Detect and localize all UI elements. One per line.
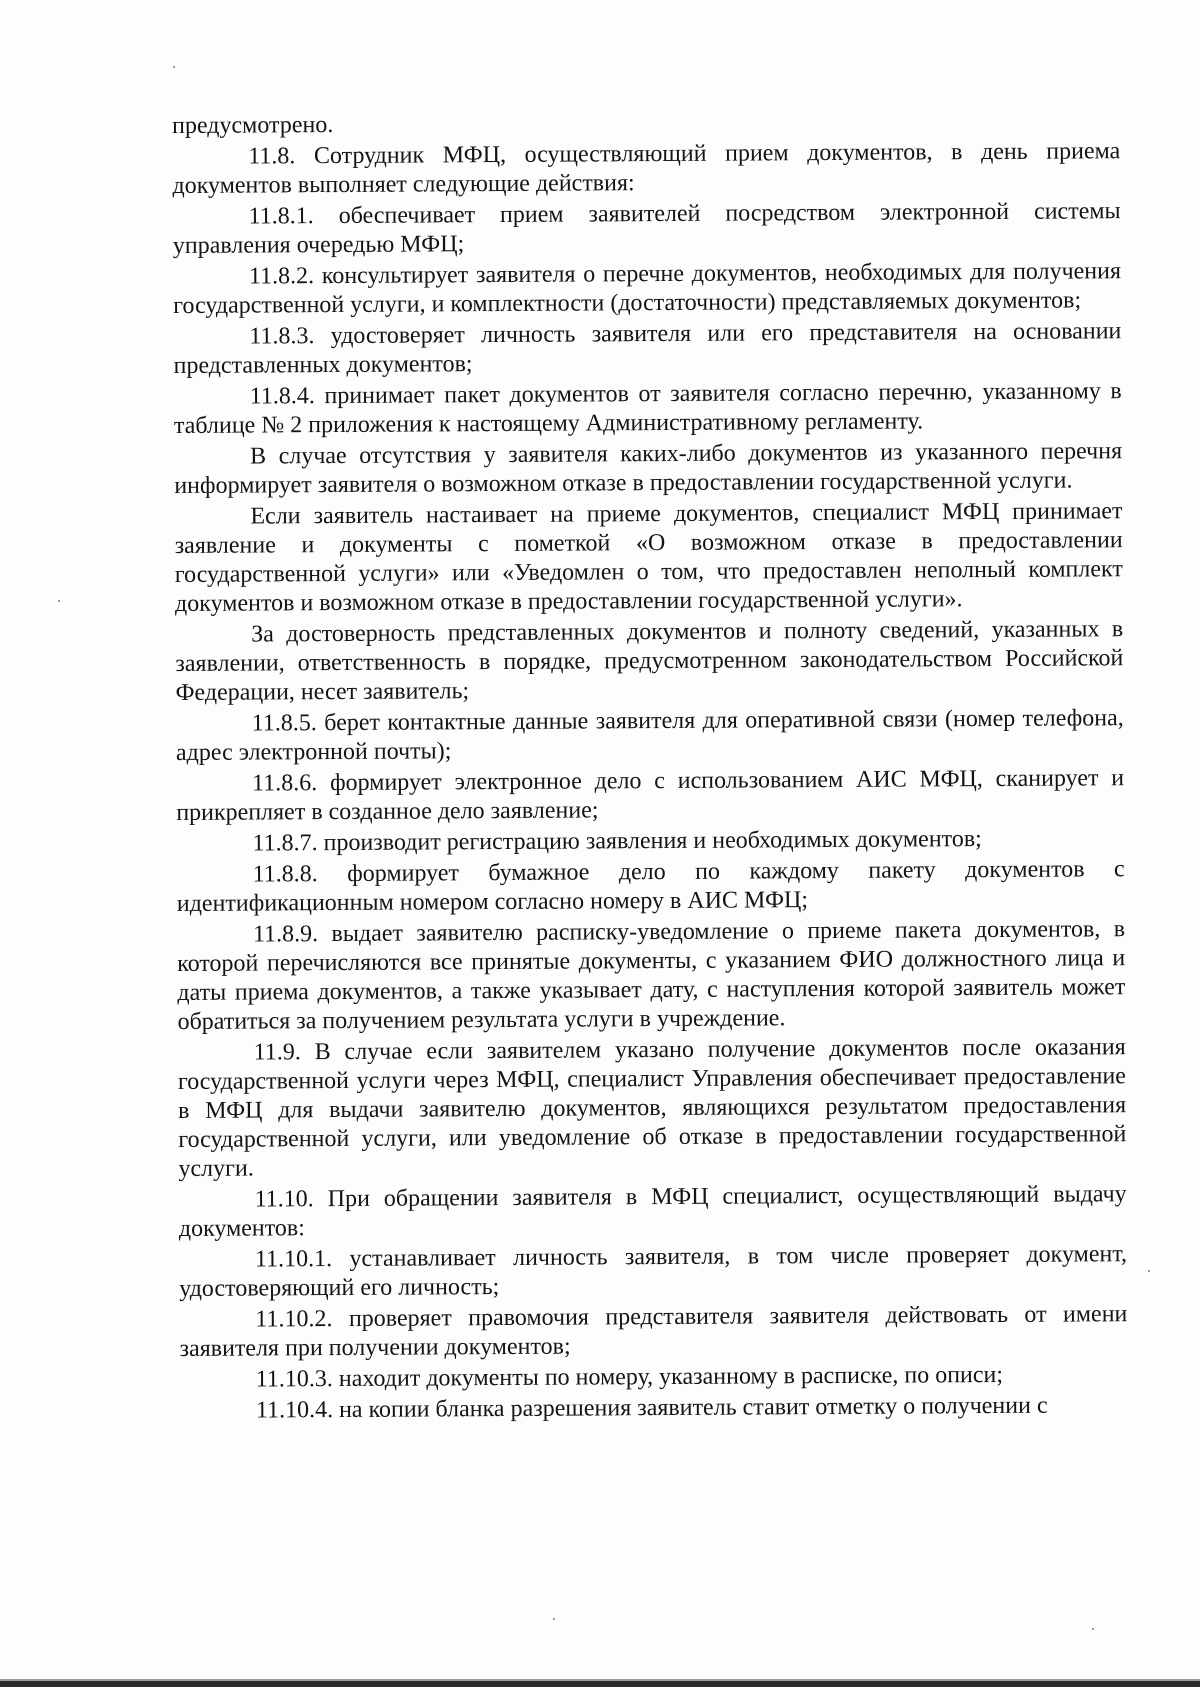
scan-speck (173, 66, 175, 68)
paragraph: предусмотрено. (172, 112, 334, 139)
scan-speck (1092, 1628, 1094, 1630)
paragraph: 11.8.5. берет контактные данные заявителя для оперативной связи (номер телефона, адрес электронной почты); (175, 705, 1124, 766)
paragraph: 11.10.2. проверяет правомочия представителя заявителя действовать от имени заявителя при получении документов; (179, 1301, 1128, 1362)
paragraph: 11.10. При обращении заявителя в МФЦ специалист, осуществляющий выдачу документов: (178, 1181, 1127, 1242)
scan-speck (1148, 1270, 1150, 1272)
paragraph: 11.10.4. на копии бланка разрешения заявитель ставит отметку о получении с (255, 1392, 1048, 1424)
paragraph: 11.8.9. выдает заявителю расписку-уведомление о приеме пакета документов, в которой перечисляются все принятые документы, с указанием ФИО должностного лица и даты приема документов, а также указывает дату, с наступления которой заявитель может обратиться за получением результата услуги в учреждение. (177, 916, 1126, 1035)
paragraph: 11.8.6. формирует электронное дело с использованием АИС МФЦ, сканирует и прикрепляет в созданное дело заявление; (176, 765, 1125, 826)
paragraph: Если заявитель настаивает на приеме документов, специалист МФЦ принимает заявление и документы с пометкой «О возможном отказе в предоставлении государственной услуги» или «Уведомлен о том, что предоставлен неполный комплект документов и возможном отказе в предоставлении государственной услуги». (174, 498, 1123, 617)
paragraph: 11.10.1. устанавливает личность заявителя, в том числе проверяет документ, удостоверяющий его личность; (179, 1241, 1128, 1302)
scan-speck (58, 600, 60, 602)
paragraph: 11.8.4. принимает пакет документов от заявителя согласно перечню, указанному в таблице № 2 приложения к настоящему Административному регламенту. (173, 378, 1122, 439)
paragraph: 11.8. Сотрудник МФЦ, осуществляющий прием документов, в день приема документов выполняет следующие действия: (172, 138, 1121, 199)
paragraph: 11.8.2. консультирует заявителя о перечне документов, необходимых для получения государственной услуги, и комплектности (достаточности) представляемых документов; (173, 258, 1122, 319)
paragraph: 11.8.8. формирует бумажное дело по каждому пакету документов с идентификационным номером согласно номеру в АИС МФЦ; (176, 856, 1125, 917)
paragraph: 11.8.7. производит регистрацию заявления и необходимых документов; (252, 826, 982, 857)
scan-speck (553, 1618, 555, 1620)
paragraph: 11.10.3. находит документы по номеру, указанному в расписке, по описи; (255, 1361, 1004, 1393)
document-body (172, 106, 1128, 1428)
paragraph: 11.8.3. удостоверяет личность заявителя или его представителя на основании представленных документов; (173, 318, 1122, 379)
scan-edge (0, 1681, 1200, 1687)
paragraph: 11.9. В случае если заявителем указано получение документов после оказания государственной услуги через МФЦ, специалист Управления обеспечивает предоставление в МФЦ для выдачи заявителю документов, являющихся результатом предоставления государственной услуги, или уведомление об отказе в предоставлении государственной услуги. (177, 1034, 1127, 1182)
paragraph: 11.8.1. обеспечивает прием заявителей посредством электронной системы управления очередью МФЦ; (172, 198, 1121, 259)
paragraph: В случае отсутствия у заявителя каких-либо документов из указанного перечня информирует заявителя о возможном отказе в предоставлении государственной услуги. (174, 438, 1123, 499)
paragraph: За достоверность представленных документов и полноту сведений, указанных в заявлении, ответственность в порядке, предусмотренном законодательством Российской Федерации, несет заявитель; (175, 616, 1124, 706)
